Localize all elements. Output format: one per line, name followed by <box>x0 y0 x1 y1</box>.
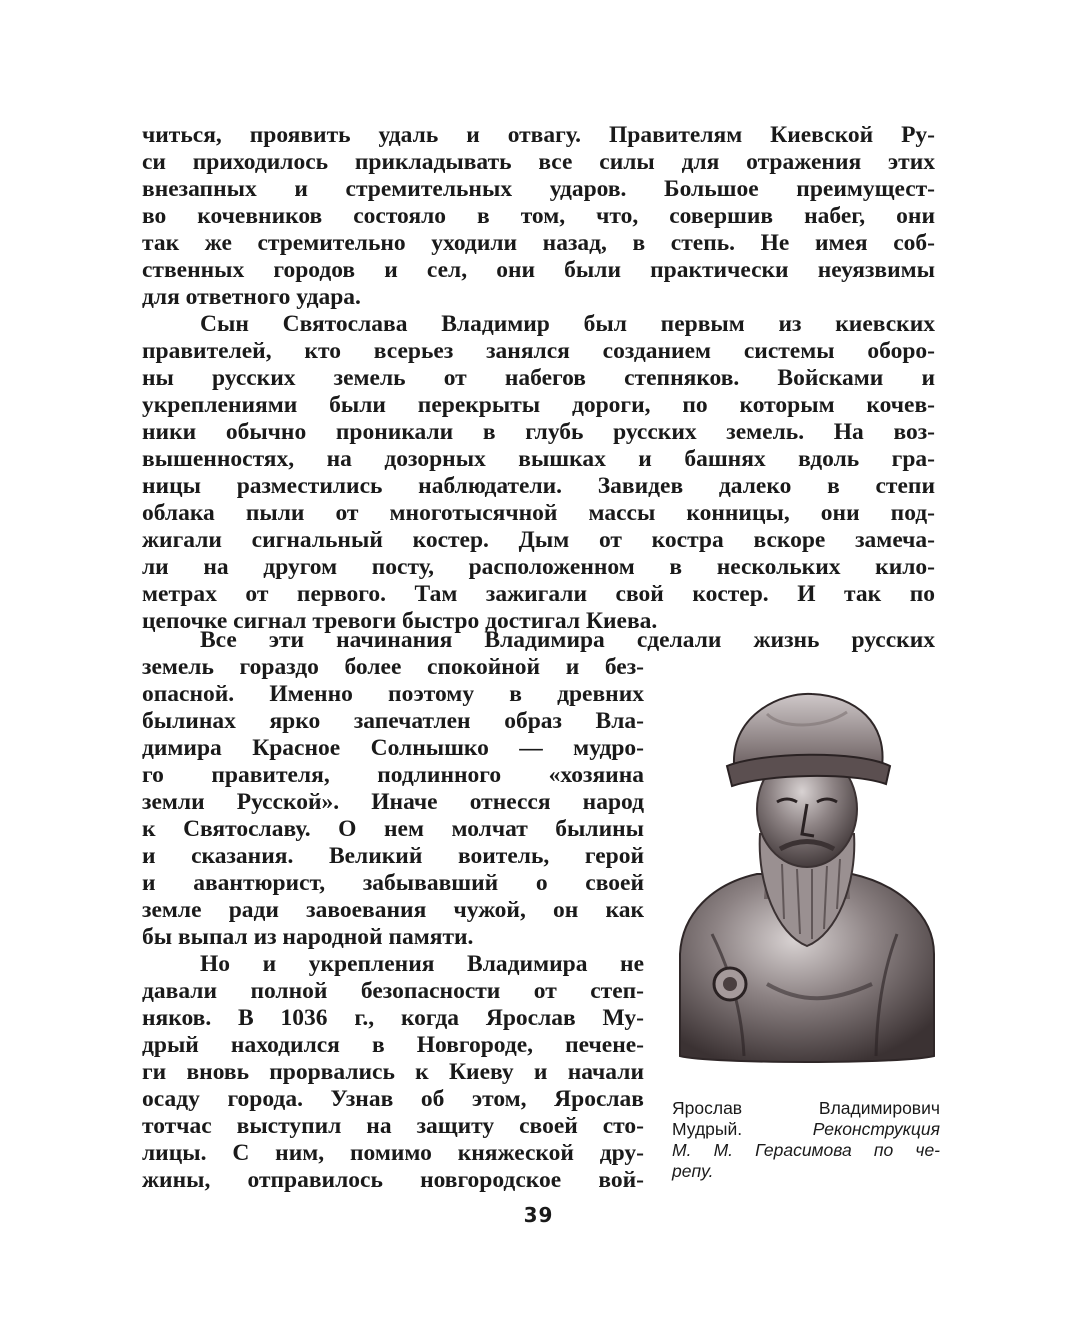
text-line: Сын Святослава Владимир был первым из киевских <box>200 311 935 337</box>
text-line: няков. В 1036 г., когда Ярослав Му- <box>142 1005 644 1031</box>
text-line: давали полной безопасности от степ- <box>142 978 644 1004</box>
text-line: ги вновь прорвались к Киеву и начали <box>142 1059 644 1085</box>
caption-line: репу. <box>672 1161 714 1181</box>
text-line: так же стремительно уходили назад, в степь. Не имея соб- <box>142 230 935 256</box>
text-line: лицы. С ним, помимо княжеской дру- <box>142 1140 644 1166</box>
text-line: укреплениями были перекрыты дороги, по которым кочев- <box>142 392 935 418</box>
text-line: во кочевников состояло в том, что, совершив набег, они <box>142 203 935 229</box>
text-line: го правителя, подлинного «хозяина <box>142 762 644 788</box>
bust-portrait-icon <box>672 684 940 1084</box>
text-line: читься, проявить удаль и отвагу. Правителям Киевской Ру- <box>142 122 935 148</box>
caption-line: М. М. Герасимова по че- <box>672 1140 940 1160</box>
text-line: си приходилось прикладывать все силы для отражения этих <box>142 149 935 175</box>
text-line: ственных городов и сел, они были практически неуязвимы <box>142 257 935 283</box>
text-line: бы выпал из народной памяти. <box>142 924 474 950</box>
text-line: и сказания. Великий воитель, герой <box>142 843 644 869</box>
text-line: дрый находился в Новгороде, печене- <box>142 1032 644 1058</box>
text-line: ники обычно проникали в глубь русских земель. На воз- <box>142 419 935 445</box>
text-line: для ответного удара. <box>142 284 361 310</box>
page-number: 39 <box>523 1203 554 1227</box>
text-line: внезапных и стремительных ударов. Большое преимущест- <box>142 176 935 202</box>
text-line: димира Красное Солнышко — мудро- <box>142 735 644 761</box>
text-line: былинах ярко запечатлен образ Вла- <box>142 708 644 734</box>
text-line: земель гораздо более спокойной и без- <box>142 654 644 680</box>
text-line: земле ради завоевания чужой, он как <box>142 897 644 923</box>
caption-line: Ярослав Владимирович <box>672 1098 940 1118</box>
text-line: правителей, кто всерьез занялся созданием системы оборо- <box>142 338 935 364</box>
text-line: ницы разместились наблюдатели. Завидев далеко в степи <box>142 473 935 499</box>
figure-portrait <box>672 684 940 1084</box>
caption-line: Мудрый. Реконструкция <box>672 1119 940 1139</box>
text-line: вышенностях, на дозорных вышках и башнях вдоль гра- <box>142 446 935 472</box>
text-line: метрах от первого. Там зажигали свой костер. И так по <box>142 581 935 607</box>
text-line: тотчас выступил на защиту своей сто- <box>142 1113 644 1139</box>
text-line: жины, отправилось новгородское вой- <box>142 1167 644 1193</box>
text-line: к Святославу. О нем молчат былины <box>142 816 644 842</box>
text-line: осаду города. Узнав об этом, Ярослав <box>142 1086 644 1112</box>
text-line: и авантюрист, забывавший о своей <box>142 870 644 896</box>
text-line: Но и укрепления Владимира не <box>200 951 644 977</box>
text-line: ли на другом посту, расположенном в нескольких кило- <box>142 554 935 580</box>
text-line: Все эти начинания Владимира сделали жизнь русских <box>200 627 935 653</box>
text-line: жигали сигнальный костер. Дым от костра вскоре замеча- <box>142 527 935 553</box>
text-line: цепочке сигнал тревоги быстро достигал Киева. <box>142 608 658 634</box>
text-line: ны русских земель от набегов степняков. Войсками и <box>142 365 935 391</box>
text-line: опасной. Именно поэтому в древних <box>142 681 644 707</box>
text-line: земли Русской». Иначе отнесся народ <box>142 789 644 815</box>
text-line: облака пыли от многотысячной массы конницы, они под- <box>142 500 935 526</box>
